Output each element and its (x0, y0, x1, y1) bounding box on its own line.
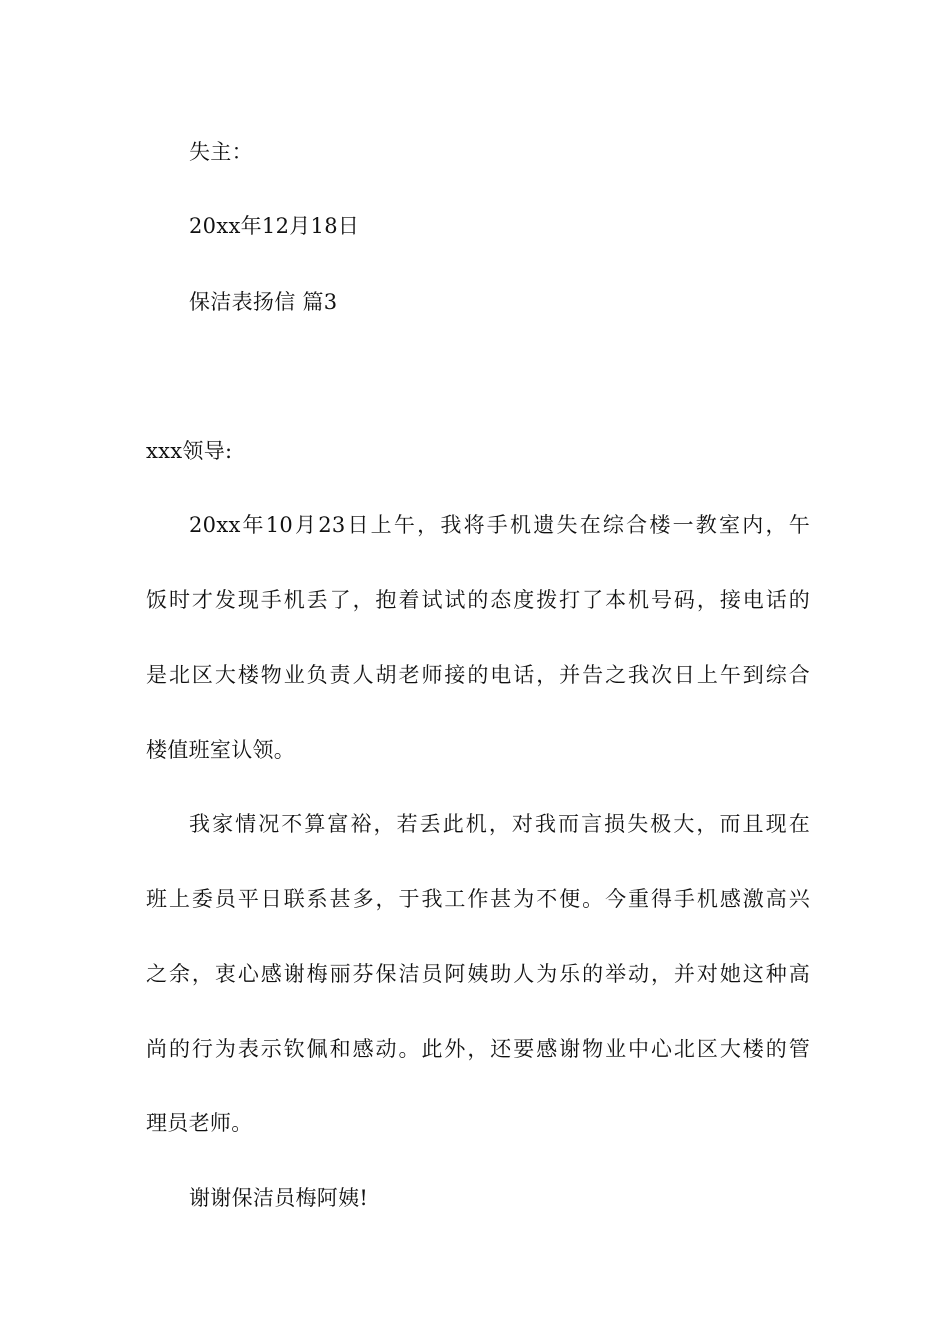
owner-signature: 失主： (189, 140, 253, 164)
paragraph-2-line-1: 我家情况不算富裕，若丢此机，对我而言损失极大，而且现在 (189, 812, 810, 836)
paragraph-1-line-2: 饭时才发现手机丢了，抱着试试的态度拨打了本机号码，接电话的 (146, 588, 810, 612)
paragraph-1-line-4: 楼值班室认领。 (146, 738, 296, 762)
paragraph-3-line-1: 谢谢保洁员梅阿姨! (189, 1186, 369, 1210)
paragraph-1-line-1: 20xx年10月23日上午，我将手机遗失在综合楼一教室内，午 (189, 513, 810, 537)
paragraph-2-line-2: 班上委员平日联系甚多，于我工作甚为不便。今重得手机感激高兴 (146, 887, 810, 911)
paragraph-2-line-4: 尚的行为表示钦佩和感动。此外，还要感谢物业中心北区大楼的管 (146, 1037, 810, 1061)
letter-date: 20xx年12月18日 (189, 214, 360, 238)
section-heading: 保洁表扬信 篇3 (189, 290, 338, 314)
paragraph-1-line-3: 是北区大楼物业负责人胡老师接的电话，并告之我次日上午到综合 (146, 663, 810, 687)
salutation: xxx领导: (146, 439, 233, 463)
paragraph-2-line-3: 之余，衷心感谢梅丽芬保洁员阿姨助人为乐的举动，并对她这种高 (146, 962, 810, 986)
paragraph-2-line-5: 理员老师。 (146, 1111, 253, 1135)
